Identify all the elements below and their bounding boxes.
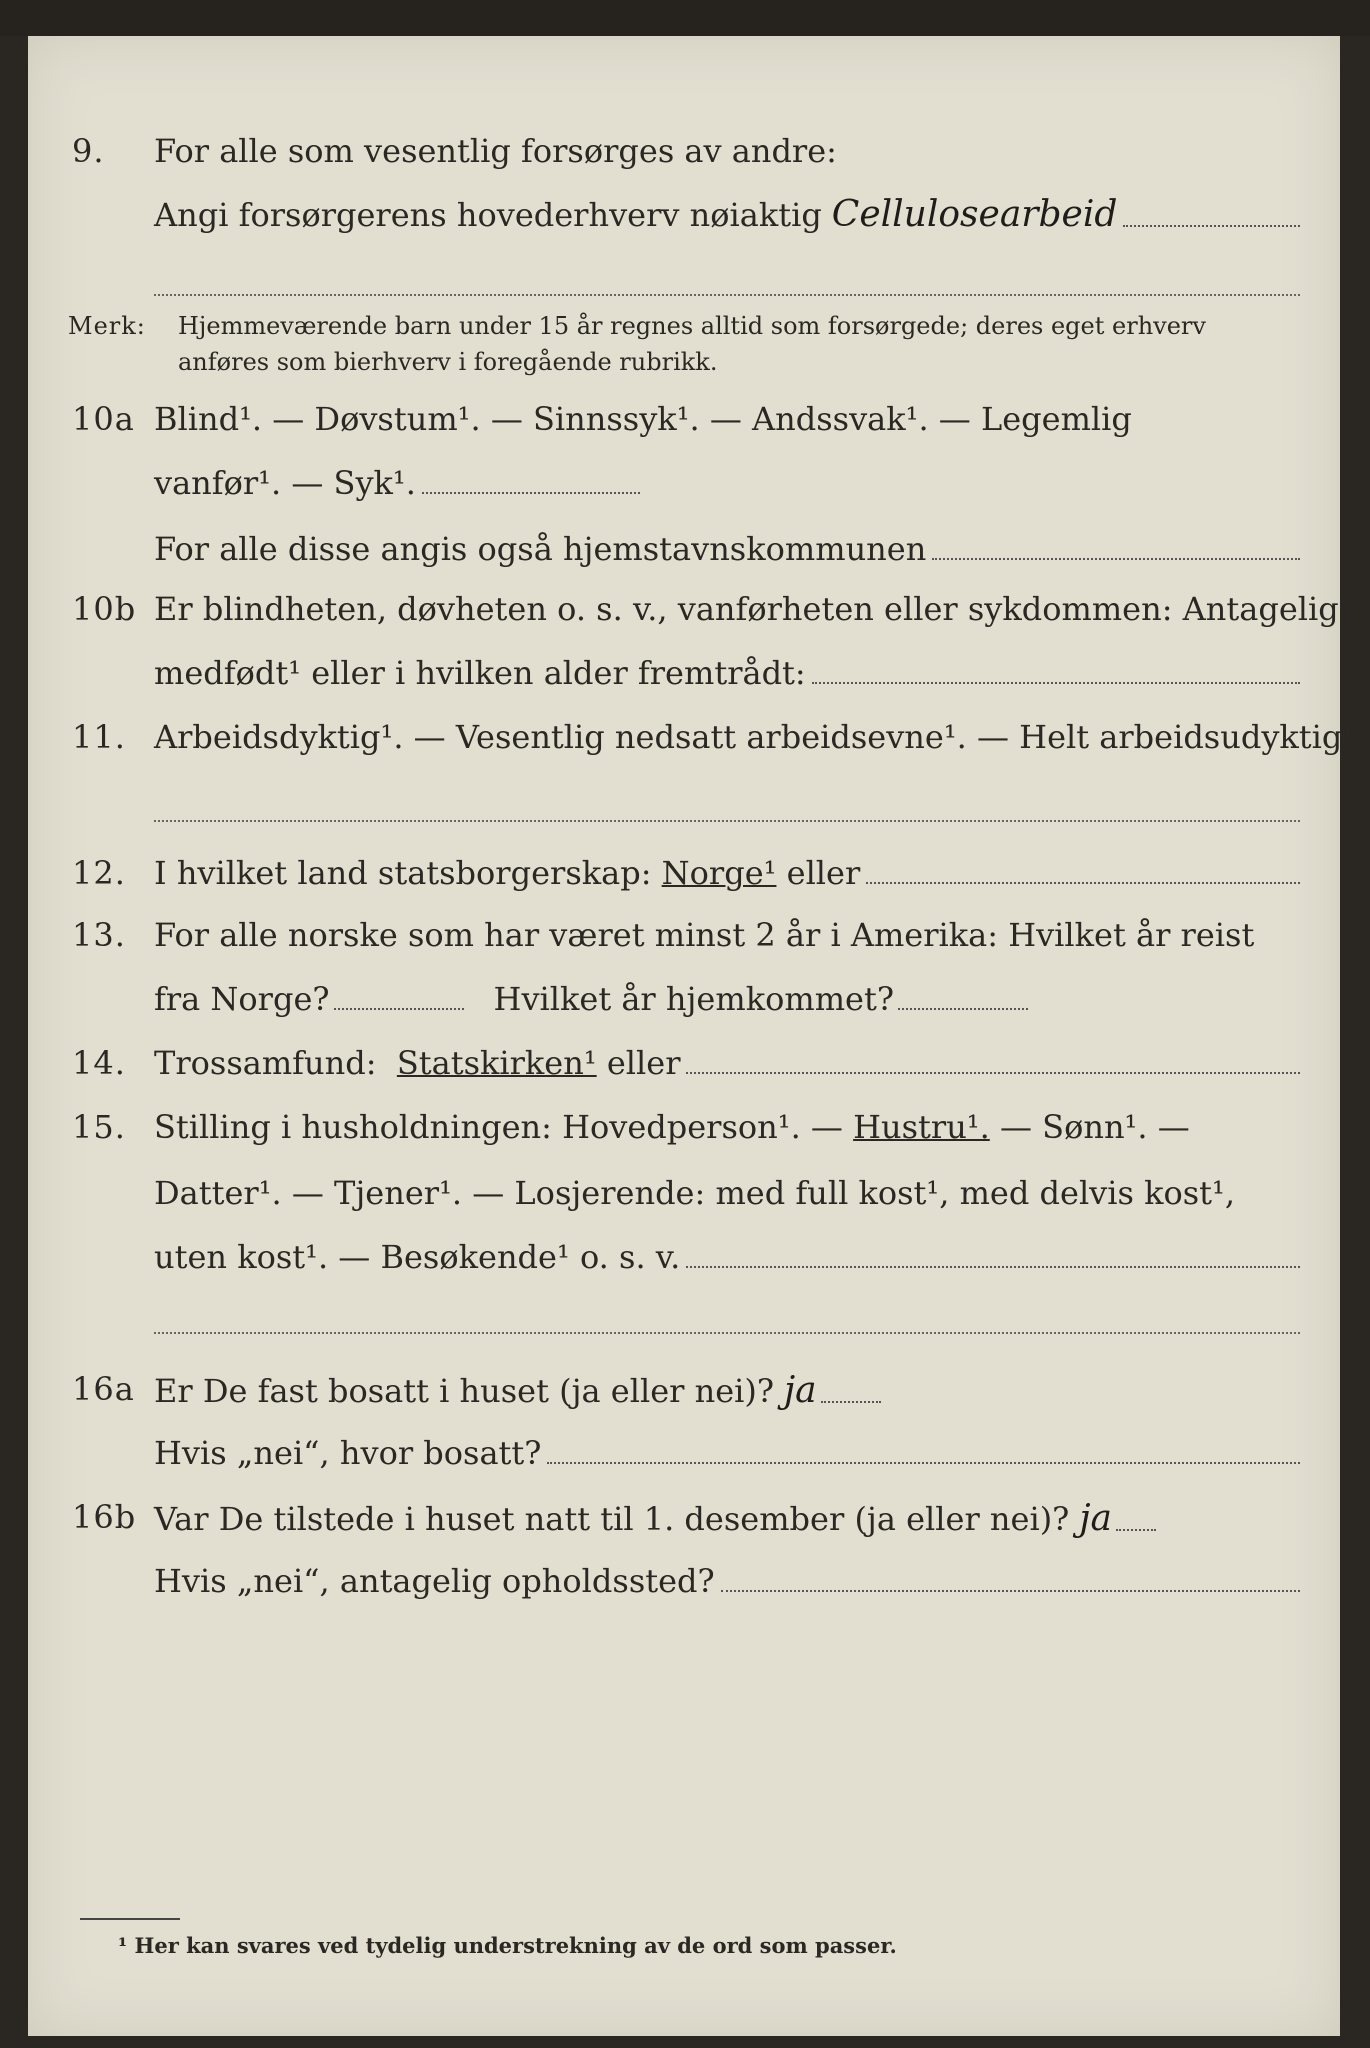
q16b-number: 16b bbox=[72, 1498, 137, 1536]
q10a-text-1: Blind¹. — Døvstum¹. — Sinnssyk¹. — Andssvak¹. — Legemlig bbox=[154, 400, 1132, 438]
q13-left-line bbox=[334, 1007, 464, 1010]
q16b-text-1: Var De tilstede i huset natt til 1. desember (ja eller nei)? bbox=[154, 1500, 1070, 1538]
q15-text-1a: Stilling i husholdningen: Hovedperson¹. — bbox=[154, 1108, 843, 1146]
q13-line1 bbox=[28, 916, 1340, 976]
q15-text-2: Datter¹. — Tjener¹. — Losjerende: med full kost¹, med delvis kost¹, bbox=[154, 1174, 1236, 1212]
q11-number: 11. bbox=[72, 718, 126, 756]
q10b-line2 bbox=[28, 654, 1340, 714]
q16a-line2 bbox=[28, 1434, 1340, 1494]
q16b-line2 bbox=[28, 1562, 1340, 1622]
q14-underlined-choice: Statskirken¹ bbox=[396, 1044, 597, 1082]
q9-question: For alle som vesentlig forsørges av andre: bbox=[154, 132, 837, 170]
q9-answer-line bbox=[1123, 224, 1300, 227]
page-top-edge bbox=[0, 0, 1370, 36]
separator-line bbox=[154, 294, 1300, 296]
q11-line1 bbox=[28, 718, 1366, 778]
q13-text-2b: Hvilket år hjemkommet? bbox=[493, 980, 894, 1018]
q10a-hometown-line bbox=[932, 557, 1300, 560]
q11-text: Arbeidsdyktig¹. — Vesentlig nedsatt arbeidsevne¹. — Helt arbeidsudyktig¹. bbox=[154, 718, 1366, 756]
q15-underlined-choice: Hustru¹. bbox=[853, 1108, 990, 1146]
q10a-line2 bbox=[28, 464, 1340, 524]
q16a-number: 16a bbox=[72, 1370, 135, 1408]
q10a-line1 bbox=[28, 400, 1340, 460]
q15-number: 15. bbox=[72, 1108, 126, 1146]
q13-number: 13. bbox=[72, 916, 126, 954]
note-text-1: Hjemmeværende barn under 15 år regnes alltid som forsørgede; deres eget erhverv bbox=[178, 312, 1206, 340]
q13-text-1: For alle norske som har været minst 2 år i Amerika: Hvilket år reist bbox=[154, 916, 1255, 954]
q9-line2 bbox=[28, 194, 1340, 254]
q10b-line1 bbox=[28, 590, 1340, 650]
separator-line bbox=[154, 820, 1300, 822]
q15-text-1b: — Sønn¹. — bbox=[999, 1108, 1190, 1146]
q16a-line1 bbox=[28, 1370, 1340, 1430]
q16a-text-2: Hvis „nei“, hvor bosatt? bbox=[154, 1434, 542, 1472]
q14-text: Trossamfund: bbox=[154, 1044, 377, 1082]
q13-text-2a: fra Norge? bbox=[154, 980, 330, 1018]
q15-line2 bbox=[28, 1174, 1340, 1234]
q15-answer-line bbox=[686, 1265, 1300, 1268]
q9-number: 9. bbox=[72, 132, 105, 170]
q12-number: 12. bbox=[72, 854, 126, 892]
q16a-answer-line bbox=[821, 1400, 881, 1403]
q16a-handwritten-answer: ja bbox=[784, 1370, 817, 1411]
separator-line bbox=[154, 1332, 1300, 1334]
q10a-answer-line bbox=[422, 491, 640, 494]
q15-line3 bbox=[28, 1238, 1340, 1298]
q10b-answer-line bbox=[812, 681, 1300, 684]
q12-answer-line bbox=[866, 881, 1300, 884]
q10b-text-1: Er blindheten, døvheten o. s. v., vanførheten eller sykdommen: Antagelig bbox=[154, 590, 1339, 628]
q16b-answer-line bbox=[1116, 1528, 1156, 1531]
q12-underlined-choice: Norge¹ bbox=[661, 854, 777, 892]
q14-tail: eller bbox=[606, 1044, 681, 1082]
footnote-rule bbox=[80, 1918, 180, 1920]
q10b-number: 10b bbox=[72, 590, 137, 628]
census-form-page bbox=[28, 36, 1366, 2036]
q16b-handwritten-answer: ja bbox=[1079, 1498, 1112, 1539]
q10b-text-2: medfødt¹ eller i hvilken alder fremtrådt: bbox=[154, 654, 806, 692]
q16b-line1 bbox=[28, 1498, 1340, 1558]
q12-tail: eller bbox=[786, 854, 861, 892]
q15-line1 bbox=[28, 1108, 1340, 1168]
q13-right-line bbox=[898, 1007, 1028, 1010]
q10a-line3 bbox=[28, 530, 1340, 590]
q16b-text-2: Hvis „nei“, antagelig opholdssted? bbox=[154, 1562, 715, 1600]
q10a-text-2: vanfør¹. — Syk¹. bbox=[154, 464, 416, 502]
q9-line1 bbox=[28, 132, 1340, 192]
footnote: ¹ Her kan svares ved tydelig understrekning av de ord som passer. bbox=[118, 1933, 897, 1958]
q14-number: 14. bbox=[72, 1044, 126, 1082]
q12-text: I hvilket land statsborgerskap: bbox=[154, 854, 652, 892]
note-line2 bbox=[28, 348, 1340, 408]
q14-line1 bbox=[28, 1044, 1340, 1104]
q9-prompt: Angi forsørgerens hovederhverv nøiaktig bbox=[154, 196, 822, 234]
q12-line1 bbox=[28, 854, 1340, 914]
q10a-number: 10a bbox=[72, 400, 135, 438]
q16a-residence-line bbox=[547, 1461, 1300, 1464]
q16b-location-line bbox=[721, 1589, 1300, 1592]
q9-handwritten-answer: Cellulosearbeid bbox=[831, 194, 1118, 235]
note-label: Merk: bbox=[68, 312, 146, 340]
q14-answer-line bbox=[686, 1071, 1300, 1074]
q13-line2 bbox=[28, 980, 1340, 1040]
q15-text-3: uten kost¹. — Besøkende¹ o. s. v. bbox=[154, 1238, 681, 1276]
note-text-2: anføres som bierhverv i foregående rubrikk. bbox=[178, 348, 718, 376]
q10a-text-3: For alle disse angis også hjemstavnskommunen bbox=[154, 530, 927, 568]
q16a-text-1: Er De fast bosatt i huset (ja eller nei)? bbox=[154, 1372, 775, 1410]
